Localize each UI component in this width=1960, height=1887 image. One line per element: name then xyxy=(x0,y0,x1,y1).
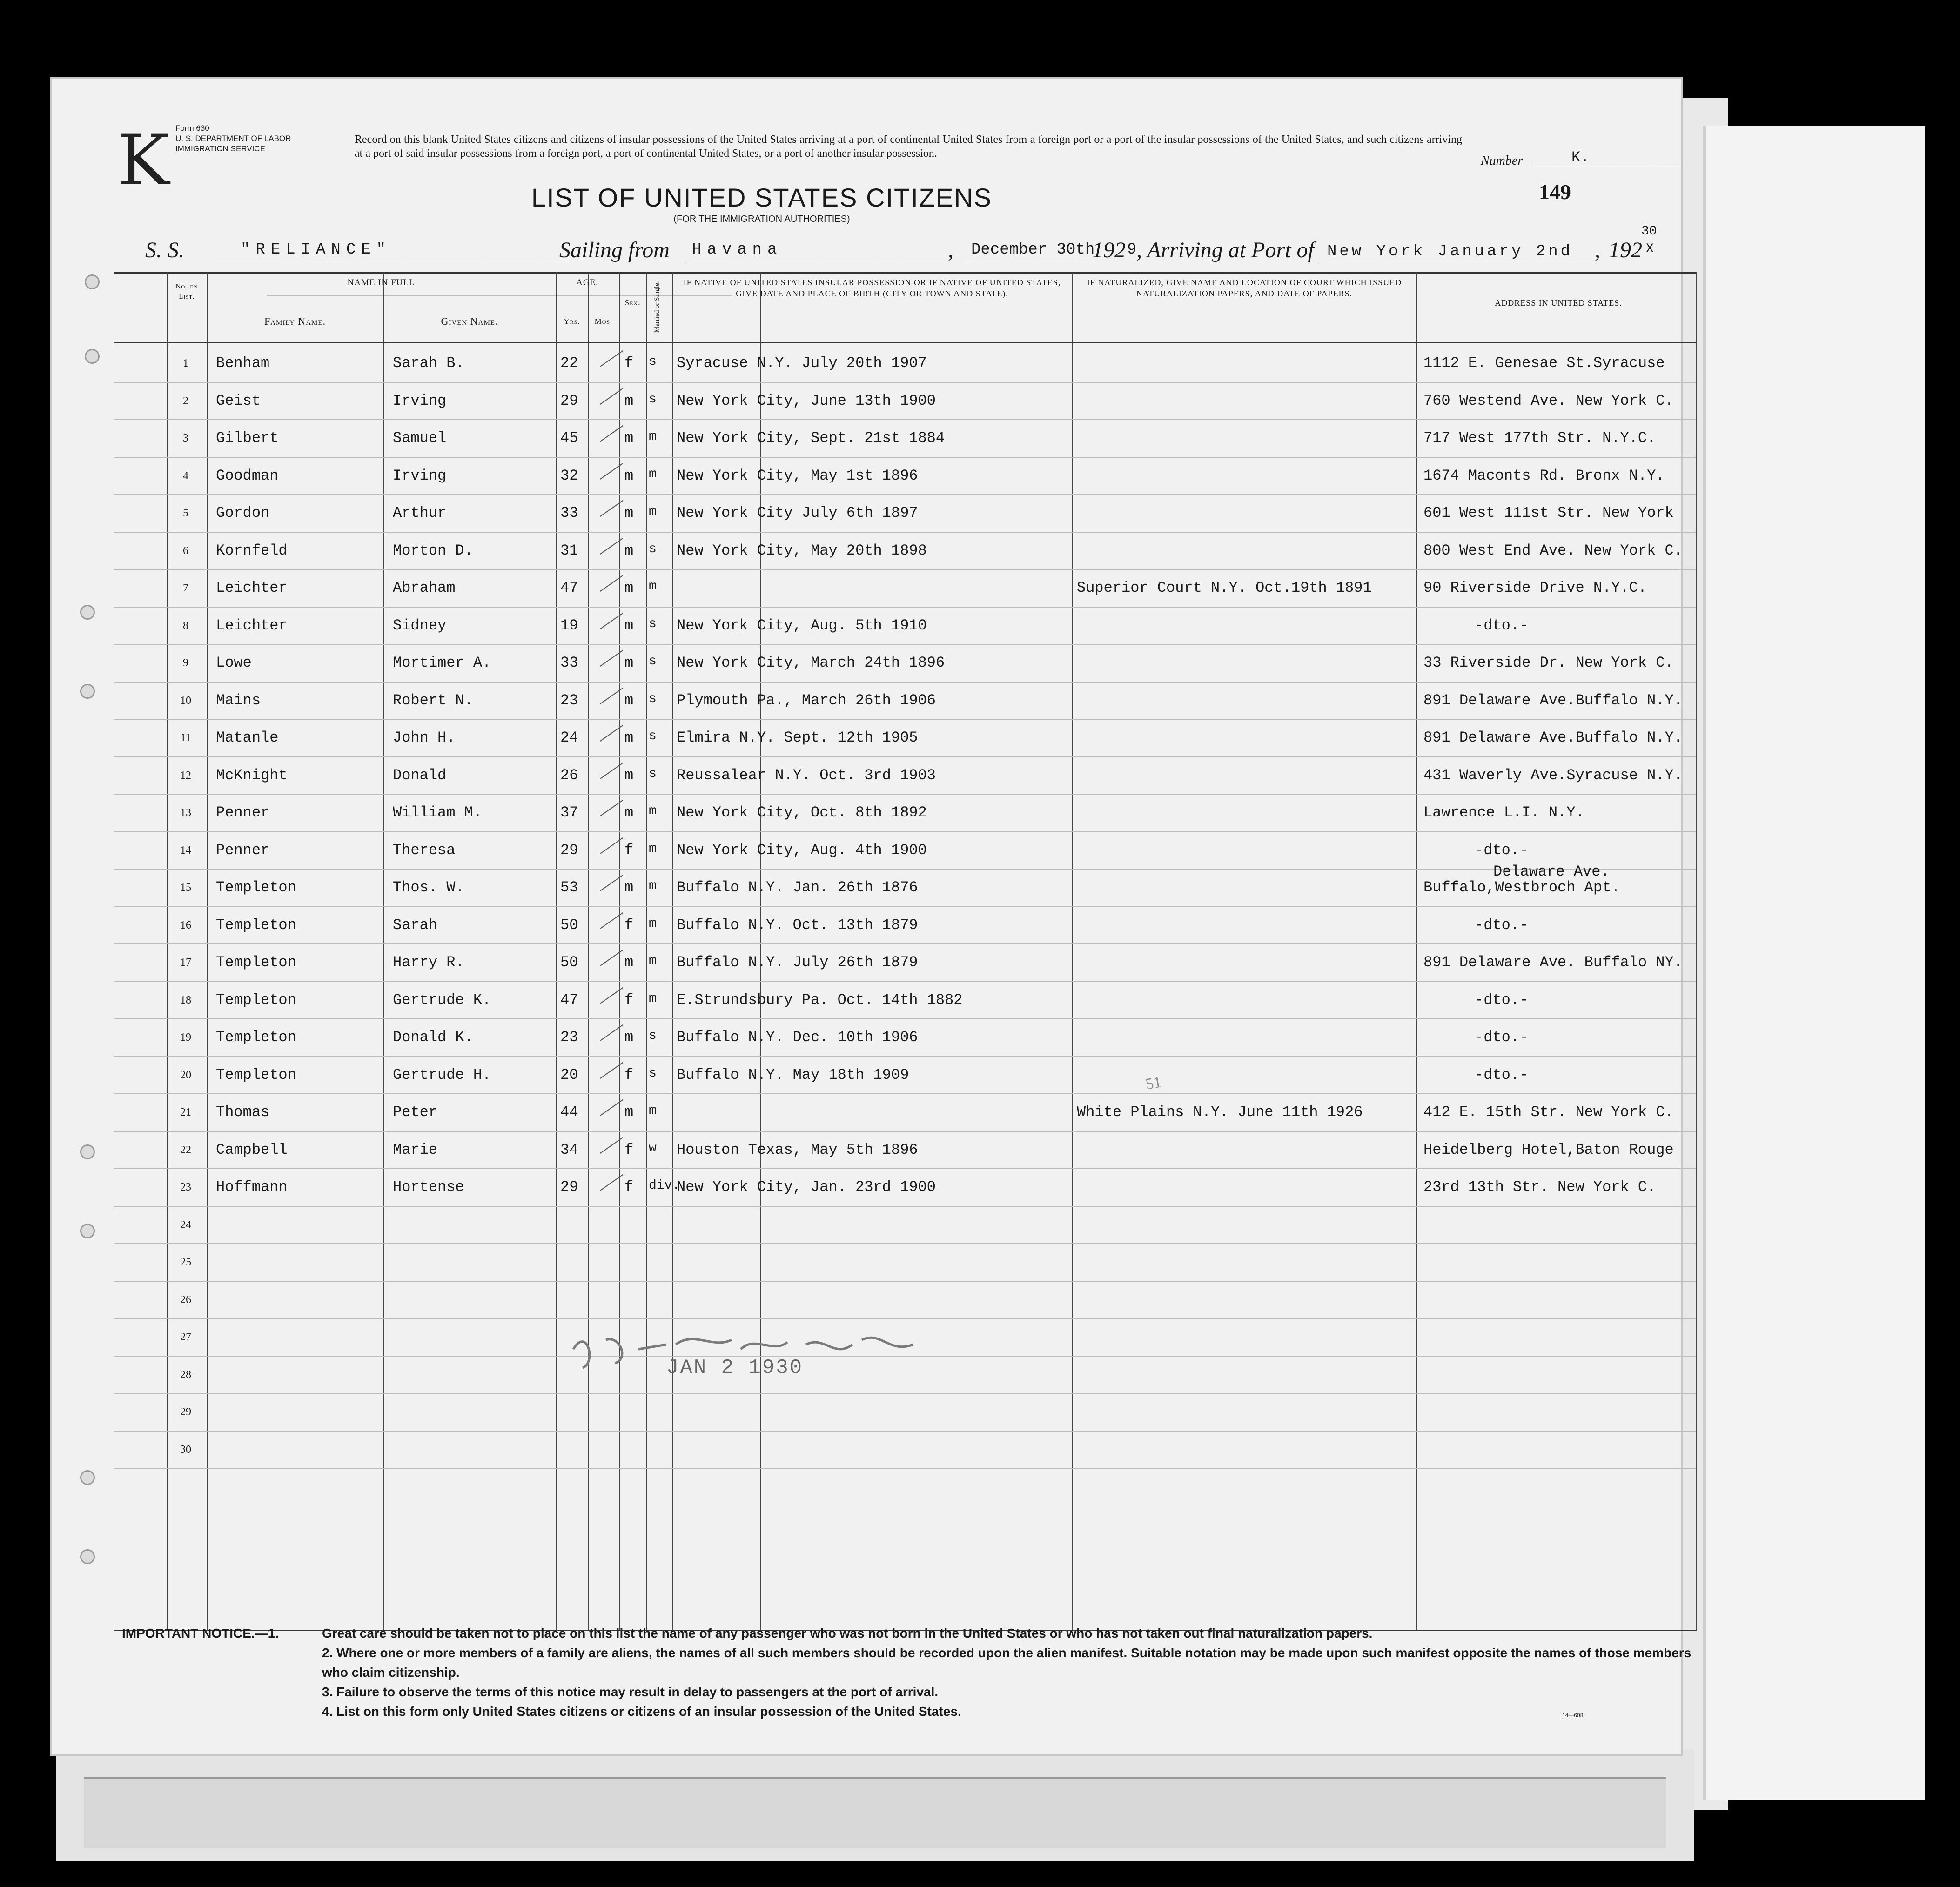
cell-birth: Elmira N.Y. Sept. 12th 1905 xyxy=(677,729,918,746)
table-row xyxy=(114,457,1696,494)
cell-birth: New York City July 6th 1897 xyxy=(677,504,918,522)
cell-age: 50 xyxy=(560,916,578,934)
cell-birth: Reussalear N.Y. Oct. 3rd 1903 xyxy=(677,766,936,784)
cell-no: 15 xyxy=(180,882,191,894)
cell-address: 23rd 13th Str. New York C. xyxy=(1423,1178,1656,1196)
cell-age: 50 xyxy=(560,954,578,971)
cell-no: 27 xyxy=(180,1331,191,1343)
list-subtitle: (FOR THE IMMIGRATION AUTHORITIES) xyxy=(673,214,850,224)
cell-address: 717 West 177th Str. N.Y.C. xyxy=(1423,429,1656,447)
table-row xyxy=(114,569,1696,606)
table-row xyxy=(114,682,1696,719)
cell-sex: m xyxy=(624,392,634,409)
cell-no: 10 xyxy=(180,694,191,707)
cell-family: Lowe xyxy=(216,654,252,671)
arrival-year-correction: 30 xyxy=(1641,224,1657,239)
cell-family: Thomas xyxy=(216,1104,270,1121)
col-no-header: No. on List. xyxy=(175,283,198,301)
check-tick xyxy=(600,1099,623,1116)
page-number: 149 xyxy=(1539,180,1571,204)
cell-birth: Buffalo N.Y. Jan. 26th 1876 xyxy=(677,879,918,896)
sailing-label: Sailing from xyxy=(559,238,670,262)
cell-family: Gordon xyxy=(216,504,270,522)
cell-no: 17 xyxy=(180,957,191,969)
cell-no: 9 xyxy=(183,657,188,669)
notice-code: 14—608 xyxy=(1562,1712,1584,1719)
page-stack-edge-2 xyxy=(84,1777,1666,1848)
cell-given: Irving xyxy=(393,467,447,484)
list-title: LIST OF UNITED STATES CITIZENS xyxy=(531,183,993,212)
cell-no: 12 xyxy=(180,769,191,782)
table-row xyxy=(114,719,1696,756)
cell-sex: m xyxy=(624,542,634,559)
cell-sex: f xyxy=(624,841,634,859)
department-line: U. S. DEPARTMENT OF LABOR xyxy=(175,134,291,143)
punch-hole xyxy=(80,1549,95,1564)
cell-birth: New York City, May 20th 1898 xyxy=(677,542,927,559)
punch-hole xyxy=(80,684,95,699)
cell-age: 34 xyxy=(560,1141,578,1158)
cell-given: Irving xyxy=(393,392,447,409)
check-tick xyxy=(600,687,623,704)
cell-court: White Plains N.Y. June 11th 1926 xyxy=(1077,1104,1363,1121)
table-row xyxy=(114,863,1696,906)
cell-age: 22 xyxy=(560,355,578,372)
cell-given: Donald xyxy=(393,766,447,784)
cell-age: 33 xyxy=(560,504,578,522)
check-tick xyxy=(600,1137,623,1153)
ship-name: "RELIANCE" xyxy=(241,241,392,259)
cell-birth: Buffalo N.Y. July 26th 1879 xyxy=(677,954,918,971)
cell-no: 3 xyxy=(183,432,188,444)
cell-no: 1 xyxy=(183,357,188,369)
cell-address: Buffalo,Westbroch Apt. xyxy=(1423,879,1620,896)
check-tick xyxy=(600,800,623,816)
cell-given: Samuel xyxy=(393,429,447,447)
cell-birth: Buffalo N.Y. Dec. 10th 1906 xyxy=(677,1029,918,1046)
cell-age: 53 xyxy=(560,879,578,896)
col-married-header: Married or Single. xyxy=(653,281,661,333)
check-tick xyxy=(600,612,623,629)
table-row xyxy=(114,1018,1696,1056)
cell-no: 14 xyxy=(180,844,191,857)
cell-ms: m xyxy=(649,1104,657,1118)
arrival-port: New York January 2nd xyxy=(1327,243,1573,261)
table-row xyxy=(114,1056,1696,1093)
cell-given: Sarah xyxy=(393,916,438,934)
cell-sex: f xyxy=(624,1141,634,1158)
cell-family: Templeton xyxy=(216,1029,296,1046)
table-row xyxy=(114,1281,1696,1318)
notice-item-1: Great care should be taken not to place on this list the name of any passenger who was not born in the United States or who has not taken out final naturalization papers. xyxy=(322,1626,1373,1640)
punch-hole xyxy=(80,1144,95,1159)
check-tick xyxy=(600,1062,623,1078)
cell-family: Templeton xyxy=(216,916,296,934)
cell-ms: m xyxy=(649,841,657,856)
check-tick xyxy=(600,837,623,854)
col-mos-header: Mos. xyxy=(594,317,613,326)
cell-sex: m xyxy=(624,691,634,709)
arriving-label: , Arriving at Port of xyxy=(1136,238,1314,262)
cell-address: 601 West 111st Str. New York xyxy=(1423,504,1674,522)
cell-ms: m xyxy=(649,467,657,482)
passenger-table xyxy=(114,272,1696,1631)
cell-court: Superior Court N.Y. Oct.19th 1891 xyxy=(1077,579,1372,596)
cell-ms: div. xyxy=(649,1178,680,1193)
col-given-header: Given Name. xyxy=(441,315,498,327)
table-row xyxy=(114,1206,1696,1243)
col-name-group-header: NAME IN FULL xyxy=(347,278,415,288)
form-number: Form 630 xyxy=(175,124,209,133)
cell-given: Peter xyxy=(393,1104,438,1121)
check-tick xyxy=(600,537,623,554)
form-info xyxy=(175,123,291,154)
cell-ms: s xyxy=(649,766,657,781)
cell-family: Mains xyxy=(216,691,261,709)
cell-family: Kornfeld xyxy=(216,542,288,559)
cell-address: 1674 Maconts Rd. Bronx N.Y. xyxy=(1423,467,1665,484)
cell-family: Matanle xyxy=(216,729,279,746)
cell-sex: m xyxy=(624,766,634,784)
cell-address: 891 Delaware Ave.Buffalo N.Y. xyxy=(1423,691,1683,709)
cell-age: 24 xyxy=(560,729,578,746)
cell-no: 28 xyxy=(180,1368,191,1381)
cell-ms: s xyxy=(649,616,657,631)
cell-no: 5 xyxy=(183,507,188,519)
col-sex-header: Sex. xyxy=(624,298,641,307)
cell-address: Lawrence L.I. N.Y. xyxy=(1423,804,1584,821)
cell-age: 20 xyxy=(560,1066,578,1084)
cell-given: Mortimer A. xyxy=(393,654,491,671)
cell-birth: New York City, Aug. 4th 1900 xyxy=(677,841,927,859)
cell-given: John H. xyxy=(393,729,456,746)
cell-ms: s xyxy=(649,729,657,743)
cell-no: 29 xyxy=(180,1406,191,1418)
cell-age: 32 xyxy=(560,467,578,484)
check-tick xyxy=(600,462,623,479)
col-age-header: AGE. xyxy=(576,278,598,288)
cell-family: Campbell xyxy=(216,1141,288,1158)
cell-no: 19 xyxy=(180,1031,191,1044)
number-label: Number xyxy=(1481,154,1523,168)
ss-label: S. S. xyxy=(145,238,184,262)
cell-sex: f xyxy=(624,355,634,372)
table-row xyxy=(114,1093,1696,1131)
col-address-header: ADDRESS IN UNITED STATES. xyxy=(1495,298,1622,308)
record-instructions: Record on this blank United States citizens and citizens of insular possessions of the United States arriving at a port of continental United States from a foreign port or a port of the insular possessions of the United States, and such citizens arriving at a port of said insular possessions from a foreign port, a port of continental United States, or a port of another insular possession. xyxy=(355,134,1462,160)
cell-age: 19 xyxy=(560,616,578,634)
table-row xyxy=(114,1131,1696,1168)
table-row xyxy=(114,981,1696,1018)
cell-address: -dto.- xyxy=(1475,1066,1529,1084)
table-row xyxy=(114,794,1696,831)
check-tick xyxy=(600,388,623,404)
cell-birth: E.Strundsbury Pa. Oct. 14th 1882 xyxy=(677,991,963,1009)
check-tick xyxy=(600,1174,623,1191)
cell-age: 33 xyxy=(560,654,578,671)
arrival-year-x: X xyxy=(1646,242,1654,256)
cell-address: -dto.- xyxy=(1475,1029,1529,1046)
cell-no: 7 xyxy=(183,582,188,594)
cell-given: Gertrude H. xyxy=(393,1066,491,1084)
cell-sex: m xyxy=(624,729,634,746)
punch-hole xyxy=(80,605,95,620)
table-row xyxy=(114,494,1696,531)
cell-family: Leichter xyxy=(216,579,288,596)
cell-no: 18 xyxy=(180,994,191,1006)
cell-ms: m xyxy=(649,916,657,931)
cell-ms: m xyxy=(649,879,657,893)
table-row xyxy=(114,1243,1696,1280)
cell-family: Gilbert xyxy=(216,429,279,447)
cell-age: 23 xyxy=(560,691,578,709)
cell-given: Harry R. xyxy=(393,954,464,971)
cell-family: Templeton xyxy=(216,1066,296,1084)
cell-given: Theresa xyxy=(393,841,456,859)
cell-address: 800 West End Ave. New York C. xyxy=(1423,542,1683,559)
cell-birth: New York City, Sept. 21st 1884 xyxy=(677,429,945,447)
cell-address: 1112 E. Genesae St.Syracuse xyxy=(1423,355,1665,372)
cell-ms: s xyxy=(649,654,657,669)
punch-hole xyxy=(85,274,100,289)
year-digit: 9 xyxy=(1127,241,1137,259)
check-tick xyxy=(600,762,623,779)
cell-no: 20 xyxy=(180,1069,191,1081)
sailing-from: Havana xyxy=(692,241,783,259)
table-row xyxy=(114,1168,1696,1205)
cell-ms: s xyxy=(649,355,657,369)
cell-address: -dto.- xyxy=(1475,616,1529,634)
cell-family: Penner xyxy=(216,841,270,859)
cell-ms: s xyxy=(649,392,657,407)
cell-age: 47 xyxy=(560,579,578,596)
cell-age: 47 xyxy=(560,991,578,1009)
cell-age: 44 xyxy=(560,1104,578,1121)
table-row xyxy=(114,831,1696,869)
punch-hole xyxy=(85,349,100,364)
col-birth-header: IF NATIVE OF UNITED STATES INSULAR POSSESSION OR IF NATIVE OF UNITED STATES, GIVE DATE AND PLACE OF BIRTH (CITY OR TOWN AND STATE). xyxy=(683,278,1061,298)
cell-family: Leichter xyxy=(216,616,288,634)
cell-address: 431 Waverly Ave.Syracuse N.Y. xyxy=(1423,766,1683,784)
cell-given: Gertrude K. xyxy=(393,991,491,1009)
cell-no: 16 xyxy=(180,919,191,931)
table-row xyxy=(114,382,1696,419)
check-tick xyxy=(600,500,623,517)
cell-ms: m xyxy=(649,579,657,594)
year-prefix: 192 xyxy=(1092,238,1126,262)
table-row xyxy=(114,344,1696,381)
margin-mark: 51 xyxy=(1144,1073,1163,1093)
cell-birth: Buffalo N.Y. May 18th 1909 xyxy=(677,1066,909,1084)
cell-no: 6 xyxy=(183,544,188,557)
cell-address: 412 E. 15th Str. New York C. xyxy=(1423,1104,1674,1121)
cell-birth: New York City, Jan. 23rd 1900 xyxy=(677,1178,936,1196)
table-row xyxy=(114,607,1696,644)
cell-address: Heidelberg Hotel,Baton Rouge xyxy=(1423,1141,1674,1158)
table-row xyxy=(114,644,1696,681)
table-row xyxy=(114,532,1696,569)
punch-hole xyxy=(80,1224,95,1238)
cell-age: 29 xyxy=(560,392,578,409)
cell-ms: m xyxy=(649,991,657,1006)
cell-given: Donald K. xyxy=(393,1029,473,1046)
cell-family: Templeton xyxy=(216,879,296,896)
cell-birth: Plymouth Pa., March 26th 1906 xyxy=(677,691,936,709)
notice-item-4: 4. List on this form only United States citizens or citizens of an insular possession of the United States. xyxy=(322,1704,961,1719)
cell-age: 29 xyxy=(560,1178,578,1196)
check-tick xyxy=(600,650,623,667)
cell-birth: New York City, Oct. 8th 1892 xyxy=(677,804,927,821)
cell-birth: New York City, June 13th 1900 xyxy=(677,392,936,409)
table-row xyxy=(114,419,1696,456)
check-tick xyxy=(600,350,623,367)
table-row xyxy=(114,944,1696,981)
cell-address: 760 Westend Ave. New York C. xyxy=(1423,392,1674,409)
cell-address: -dto.- xyxy=(1475,841,1529,859)
cell-ms: m xyxy=(649,804,657,818)
cell-no: 24 xyxy=(180,1218,191,1231)
cell-given: Robert N. xyxy=(393,691,473,709)
cell-given: Sidney xyxy=(393,616,447,634)
cell-birth: New York City, Aug. 5th 1910 xyxy=(677,616,927,634)
check-tick xyxy=(600,987,623,1004)
cell-sex: m xyxy=(624,616,634,634)
cell-age: 26 xyxy=(560,766,578,784)
adjacent-sheet xyxy=(1703,126,1925,1800)
cell-address: 33 Riverside Dr. New York C. xyxy=(1423,654,1674,671)
cell-given: Hortense xyxy=(393,1178,464,1196)
cell-sex: f xyxy=(624,1066,634,1084)
cell-no: 21 xyxy=(180,1106,191,1118)
check-tick xyxy=(600,1024,623,1041)
notice-item-3: 3. Failure to observe the terms of this notice may result in delay to passengers at the port of arrival. xyxy=(322,1685,939,1699)
cell-given: William M. xyxy=(393,804,483,821)
cell-ms: w xyxy=(649,1141,657,1156)
cell-address: -dto.- xyxy=(1475,916,1529,934)
cell-sex: m xyxy=(624,429,634,447)
col-naturalized-header: IF NATURALIZED, GIVE NAME AND LOCATION OF COURT WHICH ISSUED NATURALIZATION PAPERS, AND DATE OF PAPERS. xyxy=(1087,278,1402,298)
cell-age: 29 xyxy=(560,841,578,859)
check-tick xyxy=(600,575,623,592)
form-letter: K xyxy=(117,120,170,201)
cell-age: 23 xyxy=(560,1029,578,1046)
check-tick xyxy=(600,950,623,966)
cell-age: 37 xyxy=(560,804,578,821)
manifest-page xyxy=(52,79,1692,1754)
number-value: K. xyxy=(1571,149,1590,166)
cell-family: Benham xyxy=(216,355,270,372)
cell-ms: s xyxy=(649,542,657,556)
cell-given: Morton D. xyxy=(393,542,473,559)
cell-no: 8 xyxy=(183,619,188,632)
cell-birth: Houston Texas, May 5th 1896 xyxy=(677,1141,918,1158)
cell-family: Hoffmann xyxy=(216,1178,288,1196)
col-family-header: Family Name. xyxy=(264,315,326,327)
cell-no: 2 xyxy=(183,395,188,407)
check-tick xyxy=(600,425,623,442)
cell-sex: m xyxy=(624,879,634,896)
cell-given: Arthur xyxy=(393,504,447,522)
cell-birth: New York City, May 1st 1896 xyxy=(677,467,918,484)
cell-family: Templeton xyxy=(216,991,296,1009)
cell-family: McKnight xyxy=(216,766,288,784)
cell-no: 26 xyxy=(180,1293,191,1306)
notice-label: IMPORTANT NOTICE.—1. xyxy=(122,1626,279,1640)
cell-sex: m xyxy=(624,467,634,484)
service-line: IMMIGRATION SERVICE xyxy=(175,144,266,153)
sailing-date: December 30th xyxy=(971,241,1095,259)
cell-sex: m xyxy=(624,579,634,596)
arrival-year-prefix: 192 xyxy=(1609,238,1642,262)
arrival-date-stamp: JAN 2 1930 xyxy=(666,1356,804,1379)
cell-age: 45 xyxy=(560,429,578,447)
cell-given: Abraham xyxy=(393,579,456,596)
cell-no: 4 xyxy=(183,469,188,482)
cell-ms: m xyxy=(649,954,657,968)
check-tick xyxy=(600,875,623,891)
cell-ms: m xyxy=(649,429,657,444)
check-tick xyxy=(600,912,623,929)
cell-birth: New York City, March 24th 1896 xyxy=(677,654,945,671)
cell-given: Sarah B. xyxy=(393,355,464,372)
cell-birth: Syracuse N.Y. July 20th 1907 xyxy=(677,355,927,372)
cell-birth: Buffalo N.Y. Oct. 13th 1879 xyxy=(677,916,918,934)
notice-item-2: 2. Where one or more members of a family are aliens, the names of all such members should be recorded upon the alien manifest. Suitable notation may be made upon such manifest opposite the names of those members who claim citizenship. xyxy=(322,1646,1692,1680)
cell-no: 25 xyxy=(180,1256,191,1268)
cell-age: 31 xyxy=(560,542,578,559)
table-row xyxy=(114,1431,1696,1468)
cell-family: Geist xyxy=(216,392,261,409)
cell-address: -dto.- xyxy=(1475,991,1529,1009)
voyage-line: S. S. "RELIANCE" Sailing from Havana , December 30th 192 9 , Arriving at Port of New York January 2nd , 192 30 X xyxy=(145,224,1657,262)
cell-no: 11 xyxy=(180,732,191,744)
cell-sex: m xyxy=(624,804,634,821)
col-yrs-header: Yrs. xyxy=(564,317,580,326)
cell-given: Marie xyxy=(393,1141,438,1158)
cell-ms: m xyxy=(649,504,657,519)
cell-address: 891 Delaware Ave. Buffalo NY. xyxy=(1423,954,1683,971)
cell-sex: m xyxy=(624,654,634,671)
cell-address: 891 Delaware Ave.Buffalo N.Y. xyxy=(1423,729,1683,746)
cell-given: Thos. W. xyxy=(393,879,464,896)
table-row xyxy=(114,756,1696,794)
cell-ms: s xyxy=(649,1066,657,1081)
cell-sex: f xyxy=(624,916,634,934)
cell-sex: m xyxy=(624,504,634,522)
cell-sex: f xyxy=(624,1178,634,1196)
table-row xyxy=(114,906,1696,944)
cell-ms: s xyxy=(649,691,657,706)
cell-sex: m xyxy=(624,1104,634,1121)
check-tick xyxy=(600,725,623,742)
cell-no: 30 xyxy=(180,1443,191,1456)
cell-family: Templeton xyxy=(216,954,296,971)
cell-sex: m xyxy=(624,1029,634,1046)
cell-address-above: Delaware Ave. xyxy=(1493,863,1610,880)
punch-hole xyxy=(80,1470,95,1485)
cell-ms: s xyxy=(649,1029,657,1043)
cell-no: 22 xyxy=(180,1144,191,1156)
cell-sex: m xyxy=(624,954,634,971)
table-row xyxy=(114,1393,1696,1430)
cell-no: 23 xyxy=(180,1181,191,1193)
cell-family: Penner xyxy=(216,804,270,821)
cell-sex: f xyxy=(624,991,634,1009)
cell-address: 90 Riverside Drive N.Y.C. xyxy=(1423,579,1647,596)
cell-no: 13 xyxy=(180,807,191,819)
cell-family: Goodman xyxy=(216,467,279,484)
